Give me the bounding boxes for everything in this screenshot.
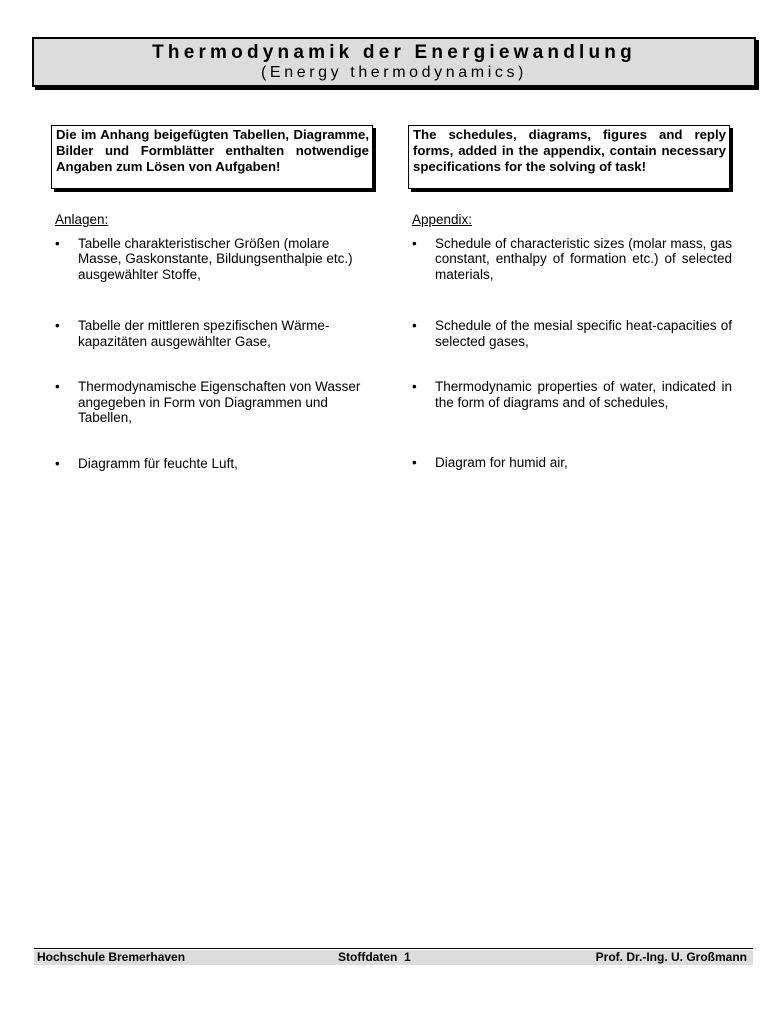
page-footer: [34, 950, 753, 965]
bullet-icon: •: [412, 235, 417, 251]
bullet-icon: •: [412, 318, 417, 333]
list-item-text: Diagram for humid air,: [435, 455, 568, 470]
english-list: [412, 236, 732, 471]
list-item: [55, 236, 371, 283]
list-item: [412, 379, 732, 410]
list-item-text: Tabelle der mittleren spezifischen Wärme-kapazitäten ausgewählter Gase,: [78, 318, 330, 349]
list-item-text: Thermodynamic properties of water, indicated in the form of diagrams and of schedules,: [435, 379, 732, 410]
bullet-icon: •: [55, 318, 60, 333]
bullet-icon: •: [55, 235, 60, 251]
footer-author: Prof. Dr.-Ing. U. Großmann: [595, 950, 747, 964]
title-box: [32, 37, 756, 87]
list-item: [412, 455, 732, 471]
list-item: [412, 236, 732, 283]
list-item-text: Tabelle charakteristischer Größen (molare Masse, Gaskonstante, Bildungsenthalpie etc.) ausgewählter Stoffe,: [78, 235, 353, 282]
list-item-text: Diagramm für feuchte Luft,: [78, 455, 238, 471]
english-heading: Appendix:: [412, 212, 473, 227]
english-column: [412, 212, 732, 471]
german-list: [55, 236, 371, 472]
bullet-icon: •: [412, 379, 417, 394]
footer-institution: Hochschule Bremerhaven: [37, 950, 186, 964]
list-item-text: Thermodynamische Eigenschaften von Wasser angegeben in Form von Diagrammen und Tabellen,: [78, 379, 361, 425]
list-item: [55, 318, 371, 349]
footer-document: Stoffdaten 1: [338, 950, 411, 964]
german-column: [55, 212, 371, 471]
notice-box-english: The schedules, diagrams, figures and reply forms, added in the appendix, contain necessary specifications for the solving of task!: [408, 125, 730, 189]
list-item: [55, 456, 371, 472]
bullet-icon: •: [412, 455, 417, 470]
bullet-icon: •: [55, 379, 60, 394]
page-subtitle: (Energy thermodynamics): [261, 64, 527, 81]
german-heading: Anlagen:: [55, 212, 109, 227]
list-item-text: Schedule of characteristic sizes (molar mass, gas constant, enthalpy of formation etc.) of selected materials,: [435, 235, 732, 282]
notice-box-german: Die im Anhang beigefügten Tabellen, Diagramme, Bilder und Formblätter enthalten notwendige Angaben zum Lösen von Aufgaben!: [51, 125, 373, 189]
page-title: Thermodynamik der Energiewandlung: [152, 42, 636, 63]
list-item: [412, 318, 732, 349]
bullet-icon: •: [55, 455, 60, 471]
footer-divider: [34, 948, 753, 949]
list-item: [55, 379, 371, 426]
list-item-text: Schedule of the mesial specific heat-capacities of selected gases,: [435, 318, 732, 349]
